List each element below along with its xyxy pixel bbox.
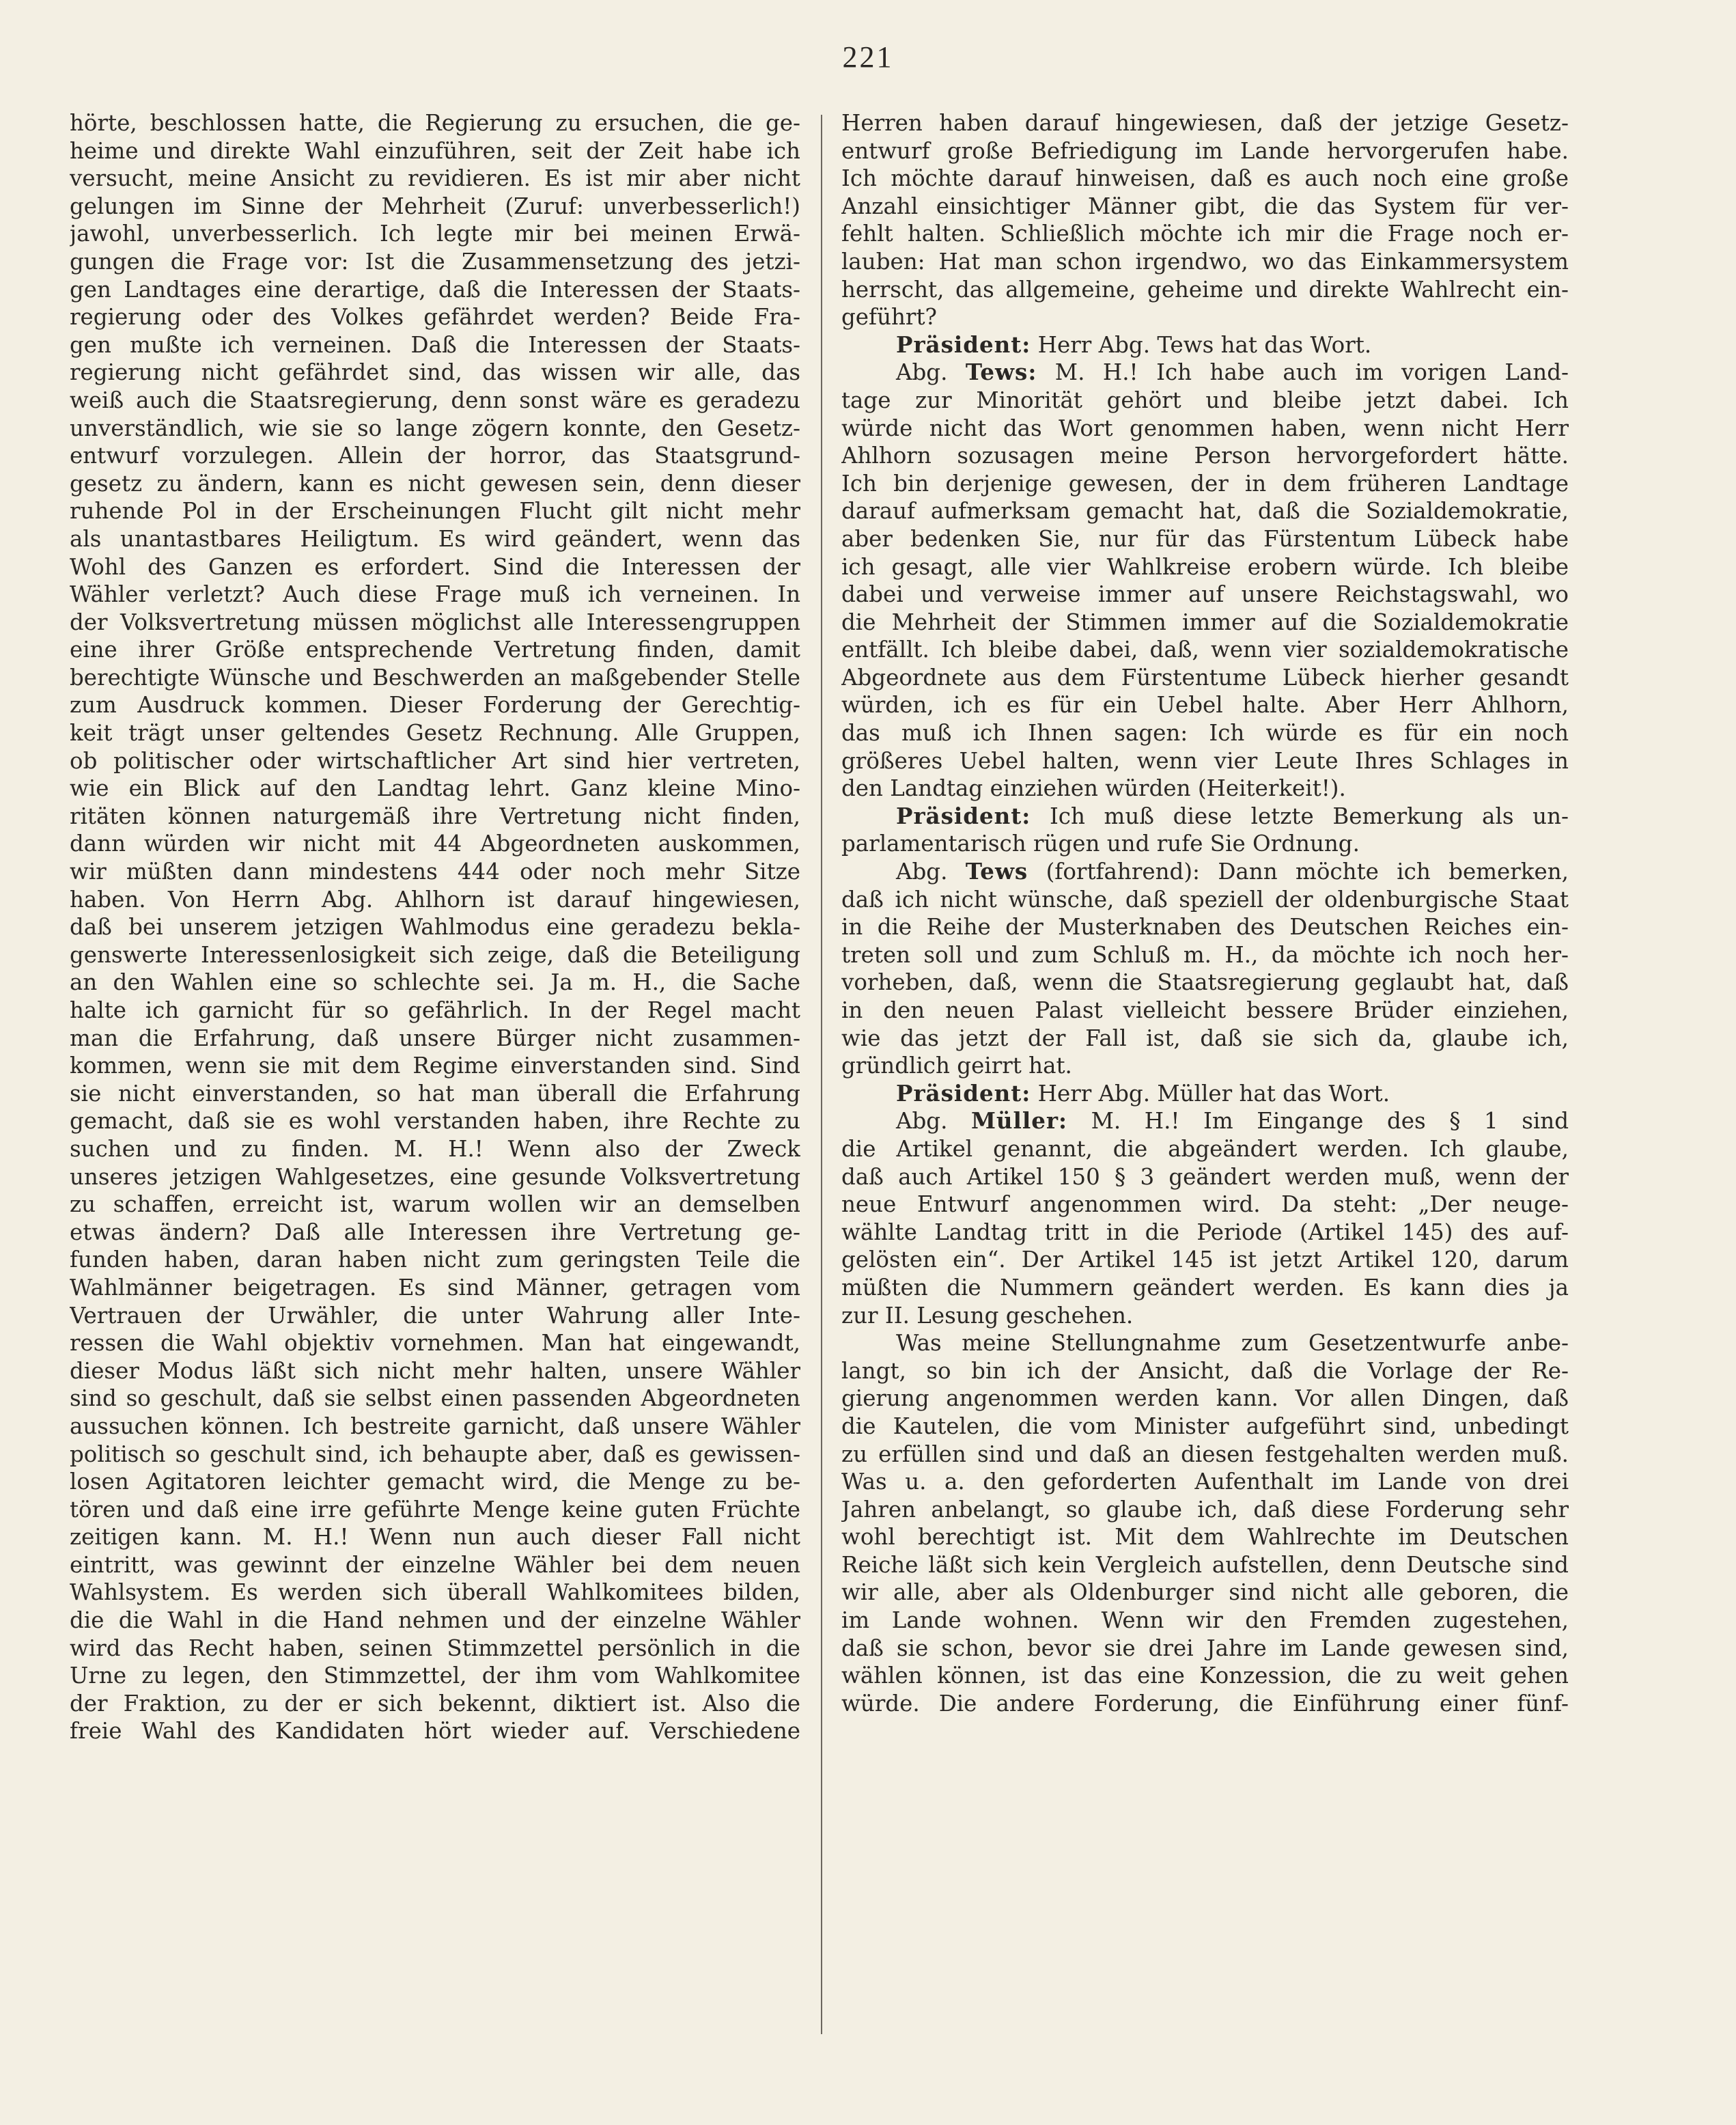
text-line (841, 276, 1569, 304)
speaker-name: Präsident: (896, 331, 1031, 358)
line-text: Jahren anbelangt, so glaube ich, daß diese Forderung sehr (841, 1496, 1569, 1523)
text-line: dieser Modus läßt sich nicht mehr halten, unsere Wähler (70, 1357, 800, 1384)
text-line (841, 1302, 1569, 1330)
text-line: wird das Recht haben, seinen Stimmzettel persönlich in die (70, 1635, 800, 1661)
speaker-line (841, 1107, 1569, 1135)
text-line (841, 636, 1569, 664)
line-text: müßten die Nummern geändert werden. Es kann dies ja (841, 1274, 1569, 1301)
text-line (841, 1441, 1569, 1469)
line-text: ich gesagt, alle vier Wahlkreise erobern würde. Ich bleibe (841, 553, 1569, 580)
text-line: genswerte Interessenlosigkeit sich zeige, daß die Beteiligung (70, 941, 800, 968)
text-line (841, 1163, 1569, 1191)
line-text: darauf aufmerksam gemacht hat, daß die Sozialdemokratie, (841, 498, 1569, 525)
text-line: Wahlmänner beigetragen. Es sind Männer, getragen vom (70, 1274, 800, 1301)
text-line: entwurf vorzulegen. Allein der horror, das Staatsgrund- (70, 443, 800, 469)
text-line (841, 1025, 1569, 1053)
line-text: würde. Die andere Forderung, die Einführung einer fünf- (841, 1690, 1569, 1717)
text-line: tören und daß eine irre geführte Menge keine guten Früchte (70, 1496, 800, 1523)
text-line: sind so geschult, daß sie selbst einen passenden Abgeordneten (70, 1385, 800, 1412)
text-line (841, 1607, 1569, 1635)
text-line (841, 775, 1569, 803)
text-line: ob politischer oder wirtschaftlicher Art sind hier vertreten, (70, 747, 800, 774)
line-text: die Kautelen, die vom Minister aufgeführt sind, unbedingt (841, 1413, 1569, 1439)
line-text: M. H.! Im Eingange des § 1 sind (1067, 1108, 1569, 1135)
text-line: Urne zu legen, den Stimmzettel, der ihm vom Wahlkomitee (70, 1663, 800, 1689)
text-line: daß bei unserem jetzigen Wahlmodus eine geradezu bekla- (70, 914, 800, 941)
line-text: entfällt. Ich bleibe dabei, daß, wenn vier sozialdemokratische (841, 637, 1569, 663)
text-line: aussuchen können. Ich bestreite garnicht, daß unsere Wähler (70, 1413, 800, 1439)
text-line (841, 165, 1569, 193)
speaker-prefix: Abg. (896, 859, 966, 885)
text-line: gungen die Frage vor: Ist die Zusammensetzung des jetzi- (70, 248, 800, 275)
line-text: herrscht, das allgemeine, geheime und direkte Wahlrecht ein- (841, 276, 1569, 303)
speaker-name: Müller: (970, 1107, 1068, 1135)
text-line (841, 664, 1569, 692)
text-line (841, 913, 1569, 941)
line-text: geführt? (841, 304, 937, 331)
line-text: (fortfahrend): Dann möchte ich bemerken, (1028, 859, 1569, 885)
text-line (841, 442, 1569, 470)
text-line (841, 1579, 1569, 1607)
line-text: zu erfüllen sind und daß an diesen festgehalten werden muß. (841, 1441, 1569, 1467)
line-text: Ich muß diese letzte Bemerkung als un- (1031, 803, 1569, 829)
text-line: der Volksvertretung müssen möglichst alle Interessengruppen (70, 609, 800, 635)
line-text: in die Reihe der Musterknaben des Deutschen Reiches ein- (841, 914, 1569, 941)
text-line: ruhende Pol in der Erscheinungen Flucht gilt nicht mehr (70, 498, 800, 525)
text-line: berechtigte Wünsche und Beschwerden an maßgebender Stelle (70, 664, 800, 691)
line-text: parlamentarisch rügen und rufe Sie Ordnung. (841, 831, 1360, 857)
text-line: unverständlich, wie sie so lange zögern konnte, den Gesetz- (70, 415, 800, 441)
text-line (841, 553, 1569, 581)
text-line: keit trägt unser geltendes Gesetz Rechnung. Alle Gruppen, (70, 720, 800, 747)
line-text: gründlich geirrt hat. (841, 1053, 1072, 1079)
text-line (841, 1662, 1569, 1690)
text-line (841, 1635, 1569, 1663)
speaker-name: Präsident: (896, 1079, 1031, 1107)
line-text: wählen können, ist das eine Konzession, die zu weit gehen (841, 1663, 1569, 1689)
text-line (841, 969, 1569, 997)
speaker-line (841, 858, 1569, 886)
text-line: haben. Von Herrn Abg. Ahlhorn ist darauf hingewiesen, (70, 886, 800, 913)
text-line: weiß auch die Staatsregierung, denn sonst wäre es geradezu (70, 387, 800, 413)
text-line: wir müßten dann mindestens 444 oder noch mehr Sitze (70, 859, 800, 885)
line-text: Herr Abg. Tews hat das Wort. (1031, 331, 1372, 358)
text-line: zum Ausdruck kommen. Dieser Forderung der Gerechtig- (70, 692, 800, 719)
line-text: Herr Abg. Müller hat das Wort. (1031, 1080, 1390, 1107)
line-text: wohl berechtigt ist. Mit dem Wahlrechte im Deutschen (841, 1524, 1569, 1551)
text-line: regierung oder des Volkes gefährdet werden? Beide Fra- (70, 304, 800, 331)
line-text: wir alle, aber als Oldenburger sind nicht alle geboren, die (841, 1579, 1569, 1606)
text-line: zeitigen kann. M. H.! Wenn nun auch dieser Fall nicht (70, 1524, 800, 1551)
text-line: gemacht, daß sie es wohl verstanden haben, ihre Rechte zu (70, 1108, 800, 1135)
line-text: tage zur Minorität gehört und bleibe jetzt dabei. Ich (841, 387, 1569, 413)
text-line: freie Wahl des Kandidaten hört wieder auf. Verschiedene (70, 1718, 800, 1745)
text-line: ritäten können naturgemäß ihre Vertretung nicht finden, (70, 803, 800, 829)
text-line (841, 109, 1569, 137)
text-line: etwas ändern? Daß alle Interessen ihre Vertretung ge- (70, 1219, 800, 1245)
left-text-column (70, 109, 800, 1745)
text-line (841, 1219, 1569, 1247)
text-line: Wahlsystem. Es werden sich überall Wahlkomitees bilden, (70, 1579, 800, 1606)
text-line: dann würden wir nicht mit 44 Abgeordneten auskommen, (70, 831, 800, 857)
line-text: Anzahl einsichtiger Männer gibt, die das System für ver- (841, 193, 1569, 219)
line-text: daß ich nicht wünsche, daß speziell der oldenburgische Staat (841, 886, 1569, 913)
text-line: zu schaffen, erreicht ist, warum wollen wir an demselben (70, 1191, 800, 1218)
line-text: Was meine Stellungnahme zum Gesetzentwurfe anbe- (896, 1330, 1569, 1357)
line-text: Ahlhorn sozusagen meine Person hervorgefordert hätte. (841, 443, 1569, 469)
text-line (841, 1496, 1569, 1524)
text-line: halte ich garnicht für so gefährlich. In der Regel macht (70, 997, 800, 1023)
line-text: die Mehrheit der Stimmen immer auf die Sozialdemokratie (841, 609, 1569, 635)
text-line (841, 719, 1569, 747)
text-line (841, 1551, 1569, 1579)
speaker-prefix: Abg. (896, 359, 966, 386)
text-line: gesetz zu ändern, kann es nicht gewesen sein, denn dieser (70, 470, 800, 497)
text-line (841, 1523, 1569, 1551)
line-text: wie das jetzt der Fall ist, daß sie sich da, glaube ich, (841, 1025, 1569, 1051)
text-line: als unantastbares Heiligtum. Es wird geändert, wenn das (70, 525, 800, 552)
text-line: Wähler verletzt? Auch diese Frage muß ich verneinen. In (70, 581, 800, 608)
text-line (841, 1357, 1569, 1385)
text-line (841, 525, 1569, 553)
text-line (841, 830, 1569, 858)
text-line (841, 609, 1569, 637)
text-line (841, 1690, 1569, 1718)
text-line: Vertrauen der Urwähler, die unter Wahrung aller Inte- (70, 1302, 800, 1329)
speaker-name: Tews: (965, 359, 1037, 386)
line-text: treten soll und zum Schluß m. H., da möchte ich noch her- (841, 941, 1569, 968)
text-line: regierung nicht gefährdet sind, das wissen wir alle, das (70, 359, 800, 386)
line-text: dabei und verweise immer auf unsere Reichstagswahl, wo (841, 581, 1569, 608)
text-line: gelungen im Sinne der Mehrheit (Zuruf: unverbesserlich!) (70, 193, 800, 219)
line-text: fehlt halten. Schließlich möchte ich mir die Frage noch er- (841, 221, 1569, 247)
text-line: jawohl, unverbesserlich. Ich legte mir bei meinen Erwä- (70, 221, 800, 247)
text-line (841, 1246, 1569, 1274)
line-text: würden, ich es für ein Uebel halte. Aber Herr Ahlhorn, (841, 692, 1569, 719)
text-line (841, 303, 1569, 331)
text-line (841, 415, 1569, 443)
text-line: hörte, beschlossen hatte, die Regierung zu ersuchen, die ge- (70, 110, 800, 136)
text-line (841, 1191, 1569, 1219)
text-line: Wohl des Ganzen es erfordert. Sind die Interessen der (70, 553, 800, 580)
line-text: die Artikel genannt, die abgeändert werden. Ich glaube, (841, 1135, 1569, 1162)
line-text: größeres Uebel halten, wenn vier Leute Ihres Schlages in (841, 747, 1569, 774)
text-line (841, 470, 1569, 498)
text-line: kommen, wenn sie mit dem Regime einverstanden sind. Sind (70, 1053, 800, 1079)
text-line: an den Wahlen eine so schlechte sei. Ja m. H., die Sache (70, 969, 800, 996)
text-line: versucht, meine Ansicht zu revidieren. Es ist mir aber nicht (70, 165, 800, 192)
speaker-name: Tews (965, 858, 1028, 885)
line-text: Abgeordnete aus dem Fürstentume Lübeck hierher gesandt (841, 664, 1569, 691)
text-line (841, 137, 1569, 165)
text-line (841, 1135, 1569, 1163)
text-line: gen mußte ich verneinen. Daß die Interessen der Staats- (70, 331, 800, 358)
line-text: gierung angenommen werden kann. Vor allen Dingen, daß (841, 1385, 1569, 1412)
speaker-line (841, 1080, 1569, 1108)
line-text: zur II. Lesung geschehen. (841, 1302, 1134, 1329)
line-text: Ich bin derjenige gewesen, der in dem früheren Landtage (841, 470, 1569, 497)
text-line (841, 997, 1569, 1025)
line-text: im Lande wohnen. Wenn wir den Fremden zugestehen, (841, 1607, 1569, 1634)
line-text: lauben: Hat man schon irgendwo, wo das Einkammersystem (841, 248, 1569, 275)
line-text: vorheben, daß, wenn die Staatsregierung geglaubt hat, daß (841, 969, 1569, 996)
speaker-line (841, 331, 1569, 359)
text-line (841, 497, 1569, 525)
text-line: sie nicht einverstanden, so hat man überall die Erfahrung (70, 1080, 800, 1107)
text-line (841, 193, 1569, 221)
text-line (841, 220, 1569, 248)
line-text: neue Entwurf angenommen wird. Da steht: „Der neuge- (841, 1191, 1569, 1218)
text-line: eintritt, was gewinnt der einzelne Wähler bei dem neuen (70, 1551, 800, 1578)
line-text: gelösten ein“. Der Artikel 145 ist jetzt Artikel 120, darum (841, 1247, 1569, 1273)
text-line: der Fraktion, zu der er sich bekennt, diktiert ist. Also die (70, 1690, 800, 1717)
line-text: würde nicht das Wort genommen haben, wenn nicht Herr (841, 415, 1569, 441)
line-text: den Landtag einziehen würden (Heiterkeit!). (841, 775, 1346, 802)
text-line (841, 941, 1569, 969)
line-text: aber bedenken Sie, nur für das Fürstentum Lübeck habe (841, 525, 1569, 552)
speaker-prefix: Abg. (896, 1108, 971, 1135)
text-line (841, 1468, 1569, 1496)
text-line (841, 1413, 1569, 1441)
line-text: das muß ich Ihnen sagen: Ich würde es für ein noch (841, 720, 1569, 747)
text-line (841, 581, 1569, 609)
text-line: funden haben, daran haben nicht zum geringsten Teile die (70, 1247, 800, 1273)
text-line: ressen die Wahl objektiv vornehmen. Man hat eingewandt, (70, 1330, 800, 1357)
line-text: Was u. a. den geforderten Aufenthalt im Lande von drei (841, 1469, 1569, 1495)
line-text: entwurf große Befriedigung im Lande hervorgerufen habe. (841, 137, 1569, 164)
line-text: Herren haben darauf hingewiesen, daß der jetzige Gesetz- (841, 110, 1569, 136)
page-number: 221 (842, 40, 894, 74)
text-line: heime und direkte Wahl einzuführen, seit der Zeit habe ich (70, 137, 800, 164)
text-line: suchen und zu finden. M. H.! Wenn also der Zweck (70, 1135, 800, 1162)
line-text: Reiche läßt sich kein Vergleich aufstellen, denn Deutsche sind (841, 1551, 1569, 1578)
speaker-name: Präsident: (896, 802, 1031, 829)
text-line (841, 1329, 1569, 1357)
line-text: M. H.! Ich habe auch im vorigen Land- (1037, 359, 1569, 386)
text-line (841, 1274, 1569, 1302)
text-line: man die Erfahrung, daß unsere Bürger nicht zusammen- (70, 1025, 800, 1051)
line-text: daß sie schon, bevor sie drei Jahre im Lande gewesen sind, (841, 1635, 1569, 1661)
text-line (841, 1052, 1569, 1080)
right-text-column (841, 109, 1569, 1717)
column-divider (821, 115, 822, 2034)
text-line: wie ein Blick auf den Landtag lehrt. Ganz kleine Mino- (70, 775, 800, 802)
speaker-line (841, 359, 1569, 387)
line-text: daß auch Artikel 150 § 3 geändert werden muß, wenn der (841, 1163, 1569, 1190)
line-text: wählte Landtag tritt in die Periode (Artikel 145) des auf- (841, 1219, 1569, 1245)
line-text: in den neuen Palast vielleicht bessere Brüder einziehen, (841, 997, 1569, 1023)
line-text: Ich möchte darauf hinweisen, daß es auch noch eine große (841, 165, 1569, 192)
text-line: losen Agitatoren leichter gemacht wird, die Menge zu be- (70, 1469, 800, 1495)
text-line: eine ihrer Größe entsprechende Vertretung finden, damit (70, 637, 800, 663)
text-line (841, 691, 1569, 719)
text-line: unseres jetzigen Wahlgesetzes, eine gesunde Volksvertretung (70, 1163, 800, 1190)
text-line: politisch so geschult sind, ich behaupte aber, daß es gewissen- (70, 1441, 800, 1467)
text-line (841, 886, 1569, 914)
text-line: die die Wahl in die Hand nehmen und der einzelne Wähler (70, 1607, 800, 1634)
text-line (841, 387, 1569, 415)
text-line (841, 1385, 1569, 1413)
speaker-line (841, 803, 1569, 831)
text-line: gen Landtages eine derartige, daß die Interessen der Staats- (70, 276, 800, 303)
line-text: langt, so bin ich der Ansicht, daß die Vorlage der Re- (841, 1357, 1569, 1384)
text-line (841, 747, 1569, 775)
text-line (841, 248, 1569, 276)
